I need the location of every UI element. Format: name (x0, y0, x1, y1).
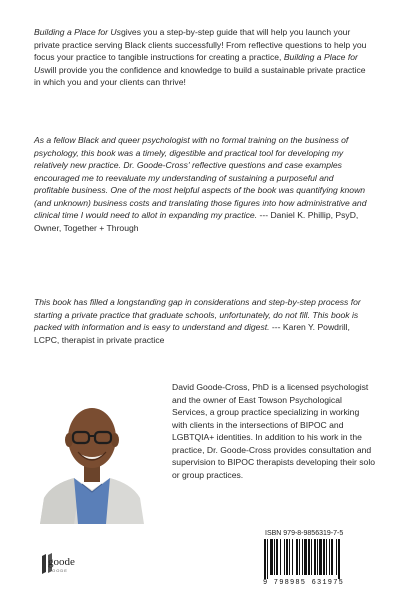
review-2-quote: This book has filled a longstanding gap in considerations and step-by-step process for starting a private practice that graduate schools, unfortunately, do not fill. This book is packed with information and is easy to understand and digest. (34, 297, 361, 332)
barcode-icon (262, 539, 370, 579)
intro-paragraph (34, 26, 370, 89)
publisher-logo-sub: GOODE (48, 568, 68, 573)
author-bio: David Goode-Cross, PhD is a licensed psychologist and the owner of East Towson Psychological Services, a group practice specializing in working with clients in the intersections of BIPOC and LGBTQIA+ identities. In addition to his work in the practice, Dr. Goode-Cross provides consultation and supervision to BIPOC therapists developing their solo or group practices. (172, 382, 376, 480)
intro-text-2: will provide you the confidence and knowledge to build a sustainable private practice in which you and your clients can thrive! (34, 64, 366, 87)
review-paragraph-2 (34, 296, 370, 346)
publisher-logo-name: goode (48, 556, 75, 568)
author-portrait-image (34, 380, 150, 524)
publisher-logo (40, 552, 100, 586)
isbn-label: ISBN 979-8-9856319-7-5 (265, 530, 344, 537)
review-2-attribution: --- Karen Y. Powdrill, LCPC, therapist in private practice (34, 322, 350, 345)
intro-text-1: gives you a step-by-step guide that will help you launch your private practice serving Black clients successfully! From reflective questions to help you focus your practice to tangible instructions for creating a practice, (34, 27, 367, 62)
isbn-digits: 9 798985 631975 (263, 579, 345, 587)
intro-book-title-1: Building a Place for Us (34, 27, 121, 37)
review-paragraph-1 (34, 134, 370, 234)
intro-book-title-2: Building a Place for Us (34, 52, 358, 75)
review-1-quote: As a fellow Black and queer psychologist with no formal training on the business of psychology, this book was a timely, digestible and practical tool for developing my relatively new practice. Dr. Goode-Cross' reflective questions and case examples encouraged me to reevaluate my understanding of sustaining a purposeful and profitable business. One of the most helpful aspects of the book was quantifying known (and unknown) business costs and translating those figures into how administrative and clinical time I would need to allot in expanding my practice. (34, 135, 367, 220)
review-1-attribution: --- Daniel K. Phillip, PsyD, Owner, Together + Through (34, 210, 359, 233)
